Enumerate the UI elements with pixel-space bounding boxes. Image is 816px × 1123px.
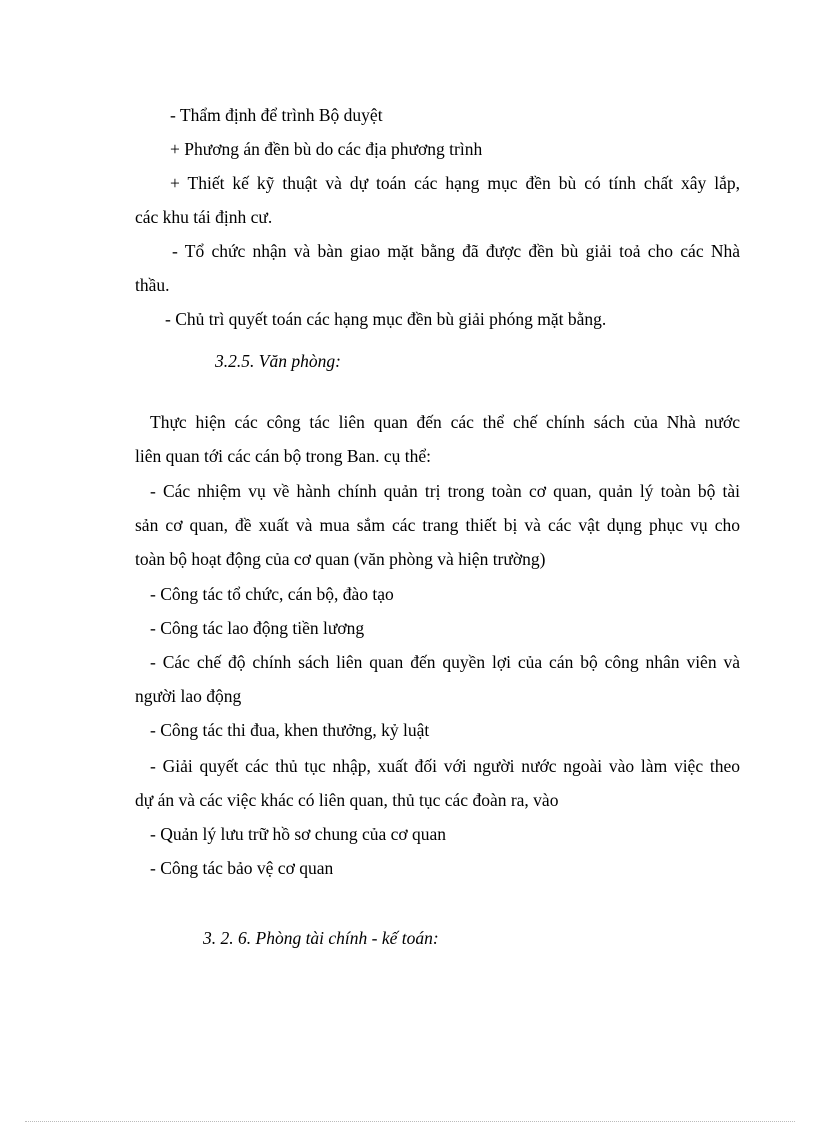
text-line: Thực hiện các công tác liên quan đến các thể chế chính sách của Nhà nước	[150, 412, 740, 432]
text-line: liên quan tới các cán bộ trong Ban. cụ thể:	[135, 446, 431, 466]
text-line: - Giải quyết các thủ tục nhập, xuất đối với người nước ngoài vào làm việc theo	[150, 756, 740, 776]
text-line: sản cơ quan, đề xuất và mua sắm các trang thiết bị và các vật dụng phục vụ cho	[135, 515, 740, 535]
text-line: - Quản lý lưu trữ hồ sơ chung của cơ quan	[150, 824, 447, 844]
text-line: - Tổ chức nhận và bàn giao mặt bằng đã được đền bù giải toả cho các Nhà	[172, 241, 740, 261]
page-bottom-border	[25, 1121, 795, 1122]
section-heading-3-2-5: 3.2.5. Văn phòng:	[215, 351, 341, 371]
text-line: toàn bộ hoạt động của cơ quan (văn phòng và hiện trường)	[135, 549, 546, 569]
text-line: các khu tái định cư.	[135, 207, 273, 227]
text-line: - Công tác bảo vệ cơ quan	[150, 858, 334, 878]
text-line: - Các chế độ chính sách liên quan đến quyền lợi của cán bộ công nhân viên và	[150, 652, 740, 672]
text-line: - Chủ trì quyết toán các hạng mục đền bù giải phóng mặt bằng.	[165, 309, 607, 329]
text-line: + Thiết kế kỹ thuật và dự toán các hạng mục đền bù có tính chất xây lắp,	[170, 173, 740, 193]
text-line: thầu.	[135, 275, 170, 295]
text-line: - Công tác tổ chức, cán bộ, đào tạo	[150, 584, 394, 604]
text-line: - Công tác lao động tiền lương	[150, 618, 365, 638]
text-line: - Công tác thi đua, khen thưởng, kỷ luật	[150, 720, 430, 740]
text-line: dự án và các việc khác có liên quan, thủ tục các đoàn ra, vào	[135, 790, 559, 810]
text-line: - Các nhiệm vụ về hành chính quản trị trong toàn cơ quan, quản lý toàn bộ tài	[150, 481, 740, 501]
text-line: người lao động	[135, 686, 242, 706]
text-line: - Thẩm định để trình Bộ duyệt	[170, 105, 383, 125]
text-line: + Phương án đền bù do các địa phương trình	[170, 139, 483, 159]
section-heading-3-2-6: 3. 2. 6. Phòng tài chính - kế toán:	[203, 928, 439, 948]
